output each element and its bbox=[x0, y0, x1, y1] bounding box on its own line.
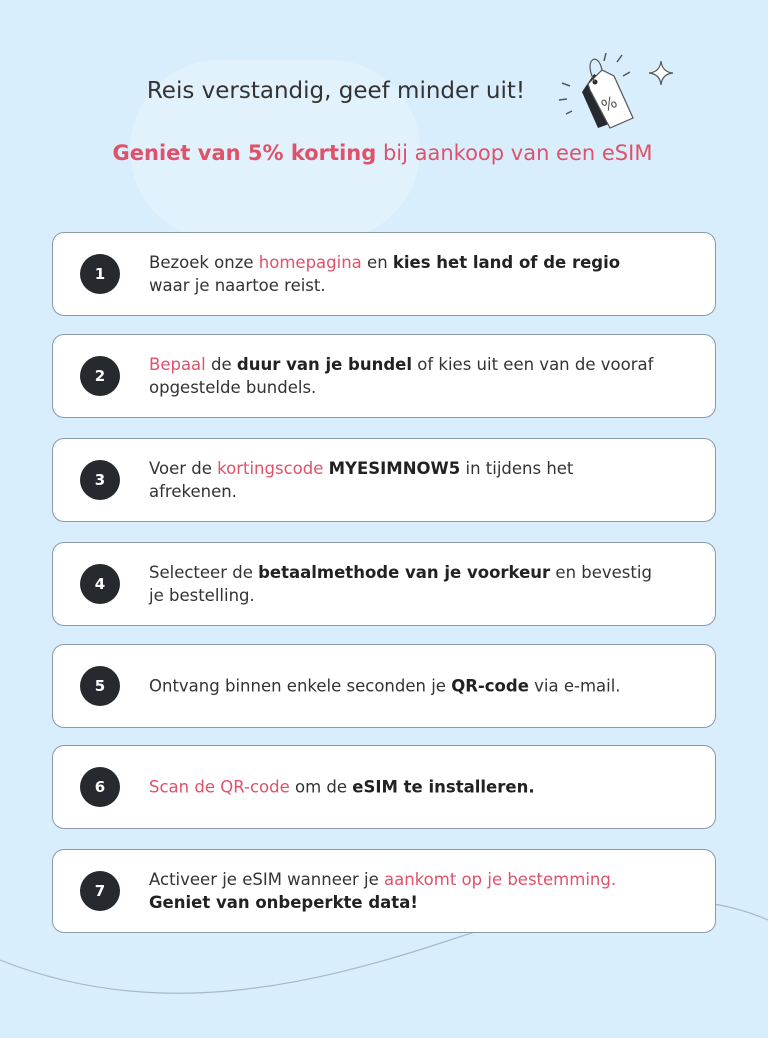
step-plain-text: via e-mail. bbox=[528, 676, 621, 696]
step-plain-text: Selecteer de bbox=[149, 563, 259, 582]
step-card bbox=[52, 849, 716, 933]
step-number-badge: 4 bbox=[80, 564, 120, 604]
step-text bbox=[149, 561, 655, 607]
step-number-badge: 7 bbox=[80, 871, 120, 911]
step-plain-text: de bbox=[205, 355, 237, 374]
sparkle-icon bbox=[648, 60, 674, 86]
step-plain-text: Activeer je eSIM wanneer je bbox=[149, 870, 385, 889]
step-bold-text: eSIM te installeren. bbox=[352, 777, 535, 797]
svg-text:%: % bbox=[598, 92, 621, 116]
step-link-text[interactable]: aankomt op je bestemming. bbox=[384, 870, 617, 889]
page-title: Reis verstandig, geef minder uit! bbox=[146, 78, 526, 104]
step-bold-text: duur van je bundel bbox=[236, 355, 413, 374]
subtitle-accent: Geniet van 5% korting bbox=[112, 141, 377, 165]
step-text bbox=[149, 353, 655, 399]
step-number-badge: 3 bbox=[80, 460, 120, 500]
step-plain-text: en bevestig je bestelling. bbox=[149, 563, 652, 605]
step-card bbox=[52, 644, 716, 728]
step-card bbox=[52, 232, 716, 316]
step-plain-text: waar je naartoe reist. bbox=[149, 276, 326, 295]
step-text bbox=[149, 675, 655, 698]
step-plain-text: Voer de bbox=[149, 459, 218, 478]
step-link-text[interactable]: Scan de QR-code bbox=[149, 777, 290, 797]
step-plain-text: in tijdens het afrekenen. bbox=[149, 459, 574, 501]
step-number-badge: 1 bbox=[80, 254, 120, 294]
page-subtitle bbox=[0, 141, 765, 165]
step-bold-text: Geniet van onbeperkte data! bbox=[149, 893, 418, 912]
step-card bbox=[52, 334, 716, 418]
step-text bbox=[149, 251, 655, 297]
step-plain-text: of kies uit een van de vooraf opgestelde bundels. bbox=[149, 355, 654, 397]
step-link-text[interactable]: homepagina bbox=[258, 253, 362, 272]
step-plain-text: en bbox=[361, 253, 393, 272]
step-text bbox=[149, 868, 655, 914]
step-number-badge: 6 bbox=[80, 767, 120, 807]
step-link-text[interactable]: Bepaal bbox=[149, 355, 206, 374]
step-bold-text: QR-code bbox=[451, 676, 529, 696]
step-number-badge: 2 bbox=[80, 356, 120, 396]
step-text bbox=[149, 457, 655, 503]
step-card bbox=[52, 542, 716, 626]
step-bold-text: betaalmethode van je voorkeur bbox=[258, 563, 551, 582]
step-plain-text: Bezoek onze bbox=[149, 253, 259, 272]
step-bold-text: kies het land of de regio bbox=[392, 253, 621, 272]
step-link-text[interactable]: kortingscode bbox=[217, 459, 324, 478]
step-plain-text: Ontvang binnen enkele seconden je bbox=[149, 676, 452, 696]
step-card bbox=[52, 745, 716, 829]
step-bold-text: MYESIMNOW5 bbox=[328, 459, 461, 478]
step-number-badge: 5 bbox=[80, 666, 120, 706]
step-plain-text: om de bbox=[289, 777, 353, 797]
subtitle-rest: bij aankoop van een eSIM bbox=[376, 141, 653, 165]
step-text bbox=[149, 776, 655, 799]
step-card bbox=[52, 438, 716, 522]
